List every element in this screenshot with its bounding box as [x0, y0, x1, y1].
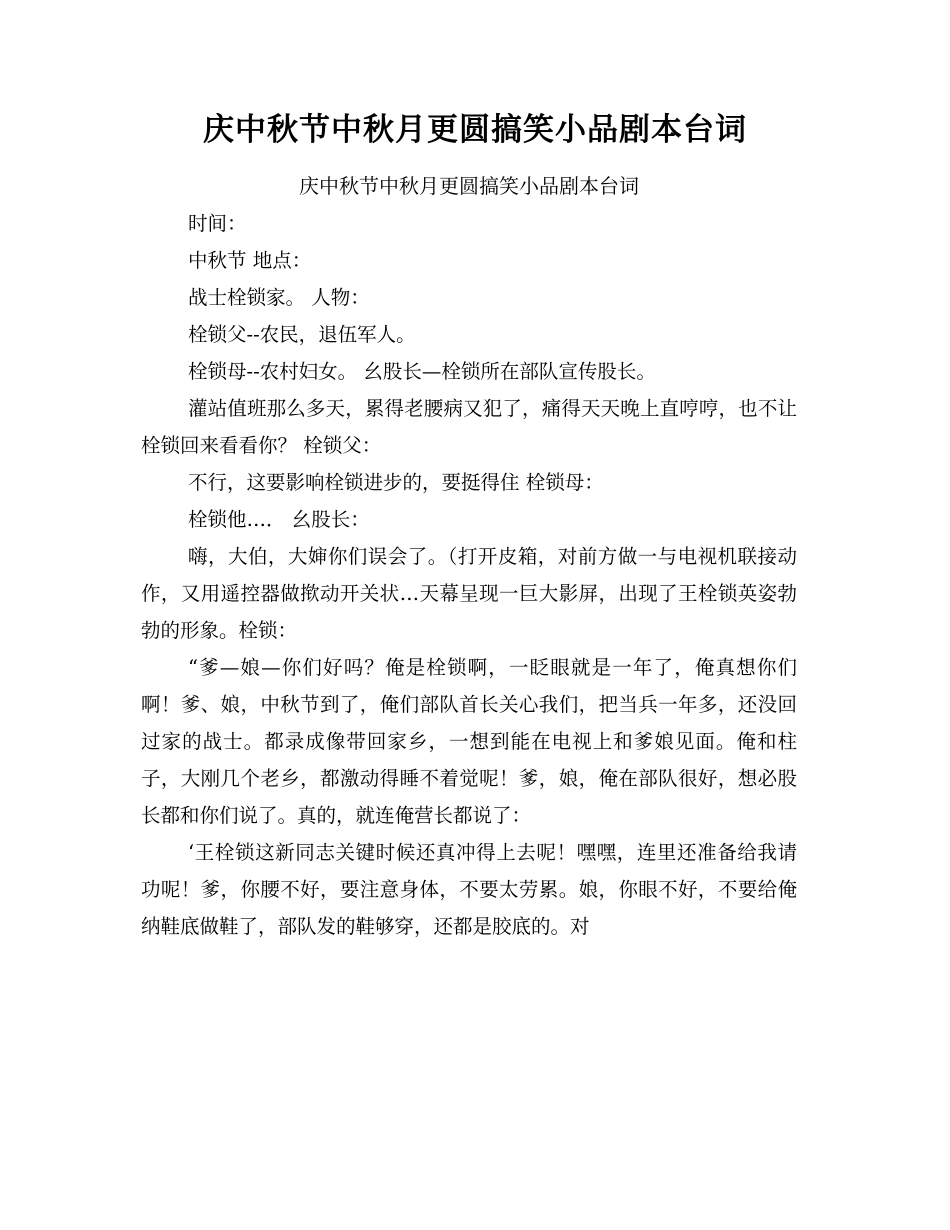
paragraph: 战士栓锁家。 人物：	[188, 286, 370, 309]
paragraph: 嗨，大伯，大婶你们误会了。（打开皮箱，对前方做一与电视机联接动作，又用遥控器做揿动开关状…天幕呈现一巨大影屏，出现了王栓锁英姿勃勃的形象。栓锁：	[141, 545, 797, 642]
document-title: 庆中秋节中秋月更圆搞笑小品剧本台词	[203, 112, 747, 148]
paragraph: 时间：	[188, 212, 247, 235]
paragraph: 中秋节 地点：	[188, 249, 312, 272]
document-body	[141, 168, 797, 945]
document-subtitle: 庆中秋节中秋月更圆搞笑小品剧本台词	[299, 174, 639, 198]
paragraph: “爹—娘—你们好吗？俺是栓锁啊，一眨眼就是一年了，俺真想你们啊！爹、娘，中秋节到了，俺们部队首长关心我们，把当兵一年多，还没回过家的战士。都录成像带回家乡，一想到能在电视上和爹娘见面。俺和柱子，大刚几个老乡，都激动得睡不着觉呢！爹，娘，俺在部队很好，想必股长都和你们说了。真的，就连俺营长都说了：	[141, 656, 797, 827]
paragraph: 栓锁他…． 幺股长：	[188, 508, 370, 531]
paragraph: 不行，这要影响栓锁进步的，要挺得住 栓锁母：	[188, 471, 604, 494]
paragraph: 栓锁父--农民，退伍军人。	[188, 323, 416, 346]
paragraph: 栓锁母--农村妇女。 幺股长—栓锁所在部队宣传股长。	[188, 360, 656, 383]
paragraph: ‘王栓锁这新同志关键时候还真冲得上去呢！嘿嘿，连里还准备给我请功呢！爹，你腰不好，要注意身体，不要太劳累。娘，你眼不好，不要给俺纳鞋底做鞋了，部队发的鞋够穿，还都是胶底的。对	[141, 841, 797, 938]
paragraph: 灌站值班那么多天，累得老腰病又犯了，痛得天天晚上直哼哼，也不让栓锁回来看看你？ 栓锁父：	[141, 397, 797, 457]
